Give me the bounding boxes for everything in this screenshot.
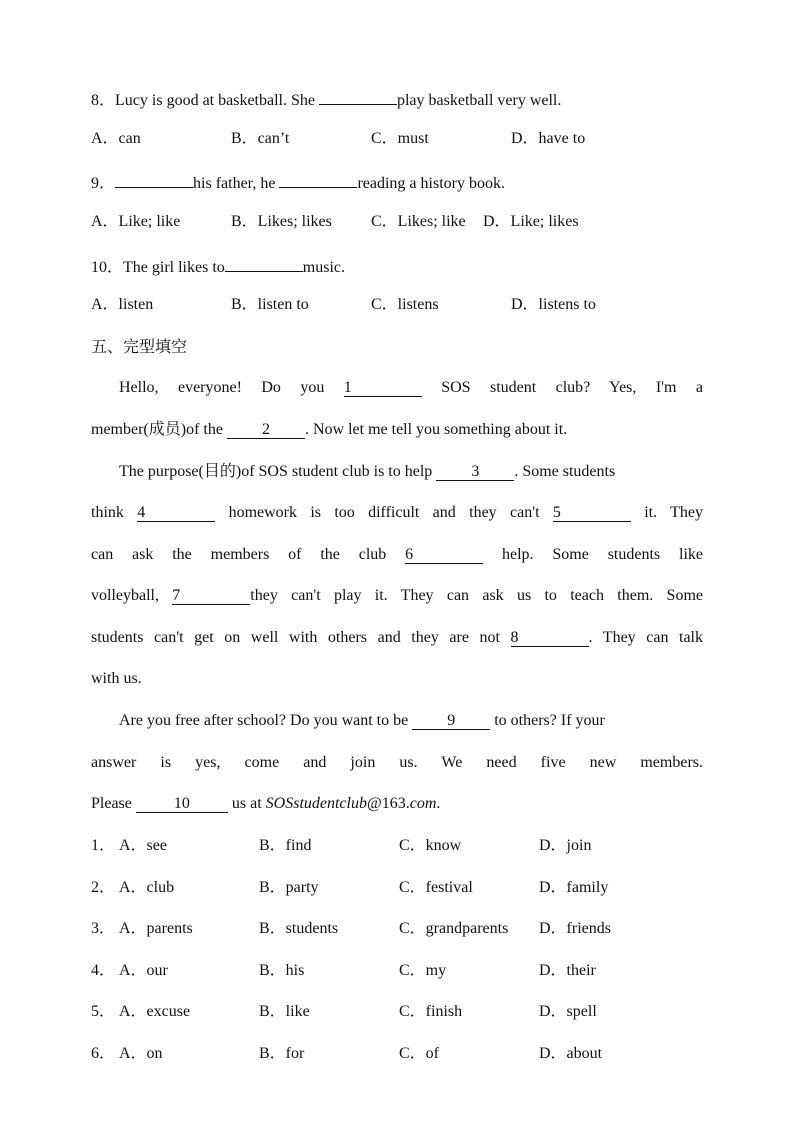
option-a[interactable]: A．listen (91, 296, 154, 313)
passage-line: with us. (91, 670, 142, 687)
option-a[interactable]: A．our (119, 962, 168, 979)
option-a[interactable]: A．excuse (119, 1003, 191, 1020)
option-d[interactable]: D．have to (511, 130, 586, 147)
option-b[interactable]: B．for (259, 1045, 305, 1062)
cloze-options-3 (91, 918, 703, 940)
question-10-options (91, 294, 703, 316)
passage-line (91, 710, 703, 732)
option-c[interactable]: C．my (399, 962, 447, 979)
option-b[interactable]: B．find (259, 837, 312, 854)
option-d[interactable]: D．Like; likes (483, 213, 579, 230)
cloze-blank-1[interactable]: 1 (344, 378, 422, 397)
passage-text: to others? If your (490, 712, 605, 729)
option-c[interactable]: C．finish (399, 1003, 463, 1020)
option-b[interactable]: B．party (259, 879, 319, 896)
passage-text: Are you free after school? Do you want to be (119, 712, 413, 729)
email-tld: com (409, 795, 437, 812)
cloze-options-2 (91, 877, 703, 899)
cloze-options-4 (91, 960, 703, 982)
passage-line (91, 585, 703, 607)
passage-line: answer is yes, come and join us. We need five new members. (91, 754, 703, 771)
email-user: SOSstudentclub (265, 795, 367, 812)
question-9-options (91, 211, 703, 233)
option-a[interactable]: A．can (91, 130, 141, 147)
passage-text: think (91, 504, 138, 521)
cloze-options-6 (91, 1043, 703, 1065)
question-text: play basketball very well. (396, 92, 562, 109)
option-d[interactable]: D．join (539, 837, 592, 854)
option-c[interactable]: C．listens (371, 296, 439, 313)
passage-text: SOS student club? Yes, I'm a (421, 379, 704, 396)
passage-text: Please (91, 795, 136, 812)
option-number: 1． (91, 837, 116, 854)
question-text: Lucy is good at basketball. She (115, 92, 319, 109)
option-d[interactable]: D．about (539, 1045, 603, 1062)
option-b[interactable]: B．students (259, 920, 339, 937)
option-d[interactable]: D．listens to (511, 296, 596, 313)
passage-text: . Some students (514, 463, 616, 480)
question-number: 9． (91, 175, 116, 192)
option-b[interactable]: B．Likes; likes (231, 213, 332, 230)
passage-text: help. Some students like (483, 546, 703, 563)
question-number: 8． (91, 92, 116, 109)
option-b[interactable]: B．listen to (231, 296, 309, 313)
question-text: his father, he (193, 175, 280, 192)
passage-text: it. They (630, 504, 703, 521)
option-d[interactable]: D．family (539, 879, 609, 896)
question-text: reading a history book. (357, 175, 505, 192)
question-text: music. (302, 259, 345, 276)
option-a[interactable]: A．club (119, 879, 175, 896)
passage-text: member(成员)of the (91, 421, 227, 438)
option-b[interactable]: B．can’t (231, 130, 290, 147)
option-a[interactable]: A．see (119, 837, 167, 854)
passage-line (91, 793, 703, 815)
passage-line (91, 419, 703, 441)
option-d[interactable]: D．spell (539, 1003, 597, 1020)
cloze-options-1 (91, 835, 703, 857)
question-9-stem (91, 169, 703, 191)
question-8-options (91, 128, 703, 150)
passage-text: Hello, everyone! Do you (119, 379, 344, 396)
cloze-blank-4[interactable]: 4 (137, 503, 215, 522)
question-10-stem (91, 253, 703, 275)
option-a[interactable]: A．Like; like (91, 213, 181, 230)
cloze-blank-8[interactable]: 8 (511, 628, 589, 647)
option-d[interactable]: D．their (539, 962, 596, 979)
cloze-blank-3[interactable]: 3 (436, 462, 514, 481)
question-text: The girl likes to (123, 259, 225, 276)
option-number: 6． (91, 1045, 116, 1062)
passage-text: volleyball, (91, 587, 173, 604)
passage-line (91, 544, 703, 566)
option-b[interactable]: B．like (259, 1003, 310, 1020)
option-number: 2． (91, 879, 116, 896)
cloze-options-5 (91, 1001, 703, 1023)
option-a[interactable]: A．on (119, 1045, 163, 1062)
option-number: 3． (91, 920, 116, 937)
answer-blank[interactable] (319, 86, 397, 105)
option-c[interactable]: C．Likes; like (371, 213, 466, 230)
passage-text: us at (227, 795, 266, 812)
passage-line (91, 377, 703, 399)
answer-blank[interactable] (279, 169, 357, 188)
section-heading: 五、完型填空 (91, 337, 188, 356)
cloze-blank-2[interactable]: 2 (227, 420, 305, 439)
passage-line (91, 461, 703, 483)
passage-text: students can't get on well with others and they are not (91, 629, 511, 646)
question-8-stem (91, 86, 703, 108)
passage-text: . They can talk (588, 629, 704, 646)
passage-text: The purpose(目的)of SOS student club is to help (119, 463, 437, 480)
passage-text: homework is too difficult and they can't (215, 504, 553, 521)
option-c[interactable]: C．must (371, 130, 429, 147)
option-c[interactable]: C．know (399, 837, 462, 854)
option-d[interactable]: D．friends (539, 920, 611, 937)
cloze-blank-6[interactable]: 6 (405, 545, 483, 564)
passage-text: they can't play it. They can ask us to teach them. Some (250, 587, 703, 604)
question-number: 10． (91, 259, 124, 276)
option-c[interactable]: C．of (399, 1045, 440, 1062)
option-c[interactable]: C．grandparents (399, 920, 509, 937)
cloze-blank-7[interactable]: 7 (172, 586, 250, 605)
email-domain: @163. (366, 795, 410, 812)
passage-text: . Now let me tell you something about it. (304, 421, 568, 438)
cloze-blank-10[interactable]: 10 (136, 794, 228, 813)
passage-line (91, 502, 703, 524)
option-a[interactable]: A．parents (119, 920, 193, 937)
answer-blank[interactable] (115, 169, 193, 188)
passage-text: . (436, 795, 441, 812)
option-number: 4． (91, 962, 116, 979)
answer-blank[interactable] (225, 253, 303, 272)
option-c[interactable]: C．festival (399, 879, 473, 896)
option-number: 5． (91, 1003, 116, 1020)
cloze-blank-5[interactable]: 5 (553, 503, 631, 522)
cloze-blank-9[interactable]: 9 (412, 711, 490, 730)
passage-line (91, 627, 703, 649)
passage-text: can ask the members of the club (91, 546, 406, 563)
option-b[interactable]: B．his (259, 962, 305, 979)
